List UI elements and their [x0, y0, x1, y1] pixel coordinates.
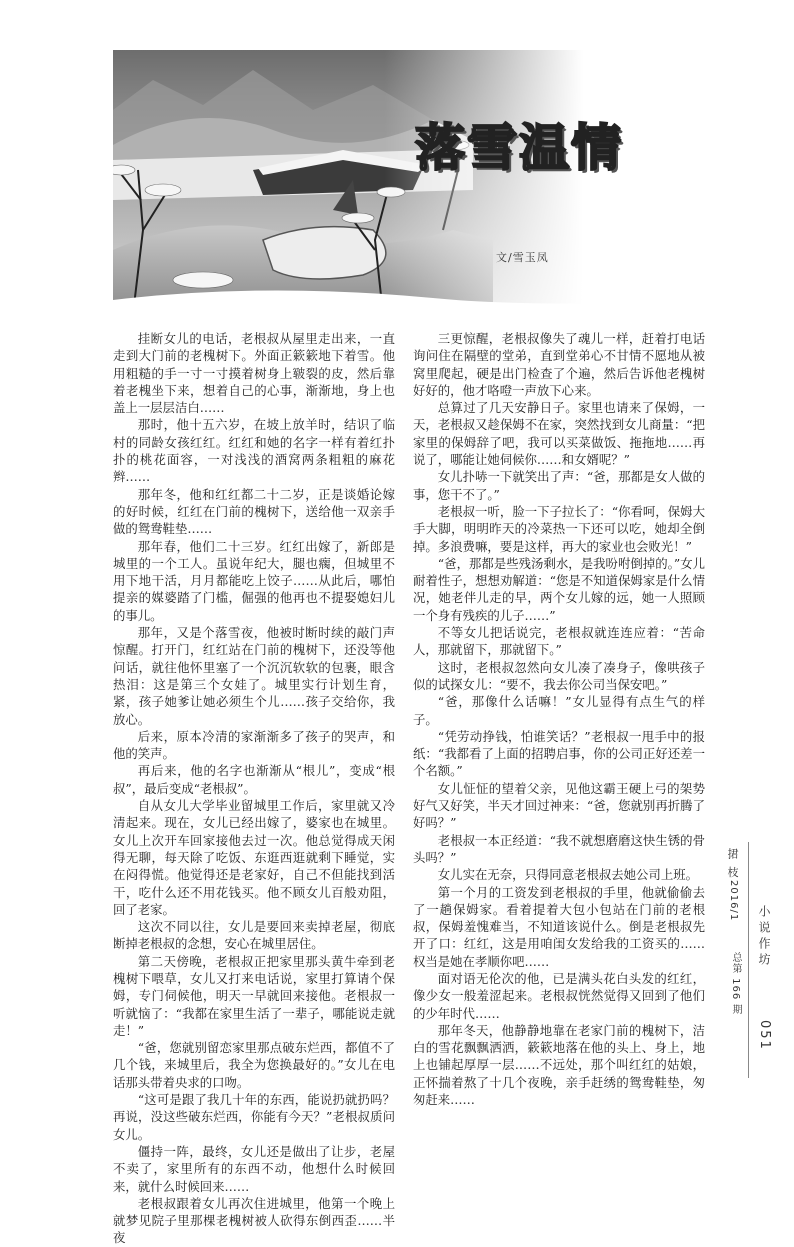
paragraph: 自从女儿大学毕业留城里工作后，家里就又冷清起来。现在，女儿已经出嫁了，婆家也在城里。女儿上次开车回家接他去过一次。他总觉得成天闲得无聊，每天除了吃饭、东逛西逛就剩下睡觉，实在闷得慌。他觉得还是老家好，自己不但能找到活干，吃什么还不用花钱买。他不顾女儿百般劝阻，回了老家。 [113, 798, 395, 917]
paragraph: 那年，又是个落雪夜，他被时断时续的敲门声惊醒。打开门，红红站在门前的槐树下，还没等他问话，就往他怀里塞了一个沉沉软软的包裹，眼含热泪：这是第三个女娃了。城里实行计划生育，紧，孩子她爹让她必须生个儿……孩子交给你，我放心。 [113, 625, 395, 727]
paragraph: “爸，那像什么话嘛！”女儿显得有点生气的样子。 [413, 694, 705, 727]
paragraph: 这时，老根叔忽然向女儿凑了凑身子，像哄孩子似的试探女儿：“要不，我去你公司当保安吧。” [413, 659, 705, 692]
article-title: 落雪温情 [415, 119, 623, 177]
section-name: 小说作坊 [757, 905, 771, 969]
paragraph: 女儿扑哧一下就笑出了声：“爸，那都是女人做的事，您干不了。” [413, 469, 705, 502]
article-body-left-column [113, 330, 395, 1247]
paragraph: 老根叔一本正经道：“我不就想磨磨这快生锈的骨头吗？” [413, 832, 705, 865]
paragraph: 面对语无伦次的他，已是满头花白头发的红红，像少女一般羞涩起来。老根叔恍然觉得又回到了他们的少年时代…… [413, 970, 705, 1021]
paragraph: “凭劳动挣钱，怕谁笑话？”老根叔一甩手中的报纸：“我都看了上面的招聘启事，你的公司正好还差一个名额。” [413, 728, 705, 779]
paragraph: 老根叔一听，脸一下子拉长了：“你看呵，保姆大手大脚，明明昨天的冷菜热一下还可以吃，她却全倒掉。多浪费嘛，要是这样，再大的家业也会败光！” [413, 503, 705, 554]
paragraph: 老根叔跟着女儿再次住进城里，他第一个晚上就梦见院子里那棵老槐树被人砍得东倒西歪……半夜 [113, 1195, 395, 1246]
paragraph: 后来，原本冷清的家渐渐多了孩子的哭声，和他的笑声。 [113, 728, 395, 762]
paragraph: 那时，他十五六岁，在坡上放羊时，结识了临村的同龄女孩红红。红红和她的名字一样有着红扑扑的桃花面容，一对浅浅的酒窝两条粗粗的麻花辫…… [113, 417, 395, 485]
paragraph: 女儿实在无奈，只得同意老根叔去她公司上班。 [437, 867, 698, 883]
paragraph: “爸，您就别留恋家里那点破东烂西，都值不了几个钱，来城里后，我全为您换最好的。”女儿在电话那头带着央求的口吻。 [113, 1040, 395, 1090]
magazine-name: 捃 枝 [726, 848, 739, 880]
issue-date: 2016/1 [728, 880, 739, 922]
paragraph: 总算过了几天安静日子。家里也请来了保姆，一天，老根叔又趁保姆不在家，突然找到女儿商量：“把家里的保姆辞了吧，我可以买菜做饭、拖拖地……再说了，哪能让她伺候你……和女婿呢？” [413, 400, 705, 468]
footer-divider [748, 842, 749, 1078]
total-issue-number: 总第 166 期 [730, 952, 741, 1016]
paragraph: 那年冬天，他静静地靠在老家门前的槐树下，洁白的雪花飘飘洒洒，簌簌地落在他的头上、身上，地上也铺起厚厚一层……不远处，那个叫红红的姑娘，正怀揣着熬了十几个夜晚，亲手赶绣的鸳鸯鞋垫，匆匆赶来…… [413, 1022, 705, 1108]
paragraph: 不等女儿把话说完，老根叔就连连应着：“苦命人，那就留下，那就留下。” [413, 625, 705, 658]
paragraph: 僵持一阵，最终，女儿还是做出了让步，老屋不卖了，家里所有的东西不动，他想什么时候回来，就什么时候回来…… [113, 1143, 395, 1194]
paragraph: 那年冬，他和红红都二十二岁，正是谈婚论嫁的好时候，红红在门前的槐树下，送给他一双亲手做的鸳鸯鞋垫…… [113, 486, 395, 537]
page-number: 051 [757, 1020, 772, 1051]
paragraph: 第二天傍晚，老根叔正把家里那头黄牛牵到老槐树下喂草，女儿又打来电话说，家里打算请个保姆，专门伺候他，明天一早就回来接他。老根叔一听就恼了：“我都在家里生活了一辈子，哪能说走就走！” [113, 953, 395, 1038]
paragraph: “这可是跟了我几十年的东西，能说扔就扔吗？再说，没这些破东烂西，你能有今天？”老根叔质问女儿。 [113, 1092, 395, 1142]
paragraph: 再后来，他的名字也渐渐从“根儿”，变成“根叔”，最后变成“老根叔”。 [113, 763, 395, 796]
paragraph: 第一个月的工资发到老根叔的手里，他就偷偷去了一趟保姆家。看着提着大包小包站在门前的老根叔，保姆羞愧难当，不知道该说什么。倒是老根叔先开了口：红红，这是用咱闺女发给我的工资买的……权当是她在孝顺你吧…… [413, 884, 705, 969]
paragraph: 这次不同以往，女儿是要回来卖掉老屋，彻底断掉老根叔的念想，安心在城里居住。 [113, 919, 395, 952]
paragraph: 女儿怔怔的望着父亲，见他这霸王硬上弓的架势好气又好笑，半天才回过神来：“爸，您就别再折腾了好吗？” [413, 780, 705, 831]
paragraph: “爸，那都是些残汤剩水，是我吩咐倒掉的。”女儿耐着性子，想想劝解道：“您是不知道保姆家是什么情况，她老伴儿走的早，两个女儿嫁的远，她一人照顾一个身有残疾的儿子……” [413, 555, 705, 623]
snow-landscape-painting [113, 50, 716, 314]
author-byline: 文/雪玉凤 [496, 251, 549, 264]
paragraph: 三更惊醒，老根叔像失了魂儿一样，赶着打电话询问住在隔壁的堂弟，直到堂弟心不甘情不愿地从被窝里爬起，硬是出门检查了个遍，然后告诉他老槐树好好的，他才咯噔一声放下心来。 [413, 331, 705, 398]
article-body-right-column [413, 330, 705, 1108]
paragraph: 挂断女儿的电话，老根叔从屋里走出来，一直走到大门前的老槐树下。外面正簌簌地下着雪。他用粗糙的手一寸一寸摸着树身上皲裂的皮，然后靠着老槐坐下来，想着自己的心事，渐渐地，身上也盖上一层层洁白…… [113, 331, 395, 416]
header-illustration-snow-landscape [113, 50, 716, 314]
paragraph: 那年春，他们二十三岁。红红出嫁了，新郎是城里的一个工人。虽说年纪大，腿也瘸，但城里不用下地干活，月月都能吃上饺子……从此后，哪怕提亲的媒婆踏了门槛，倔强的他再也不提娶媳妇儿的事儿。 [113, 538, 395, 623]
